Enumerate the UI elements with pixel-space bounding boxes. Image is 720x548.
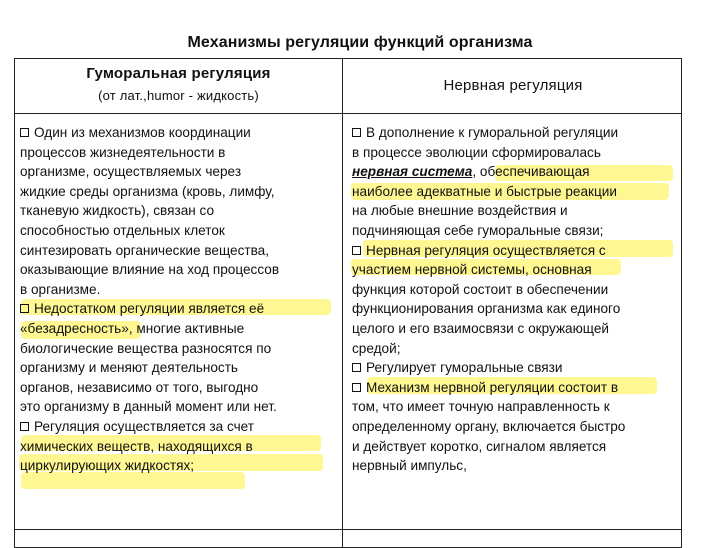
comparison-table [14, 58, 682, 548]
text-line: в организме. [20, 281, 101, 297]
text-line: это организму в данный момент или нет. [20, 399, 277, 415]
text-line: функция которой состоит в обеспечении [352, 281, 609, 297]
text-line: нервная система, обеспечивающая [352, 164, 590, 180]
text-line: биологические вещества разносятся по [20, 340, 272, 356]
text-line: Нервная регуляция осуществляется с [352, 241, 678, 261]
text-line: нервный импульс, [352, 458, 467, 474]
page-title: Механизмы регуляции функций организма [187, 34, 533, 51]
text-line: организме, осуществляемых через [20, 164, 242, 180]
checkbox-bullet-icon [352, 383, 361, 392]
text-line: средой; [352, 340, 401, 356]
text-line: на любые внешние воздействия и [352, 203, 568, 219]
text-line: химических веществ, находящихся в [20, 438, 253, 454]
text-line: целого и его взаимосвязи с окружающей [352, 320, 609, 336]
row-divider [15, 529, 681, 530]
text-line: Механизм нервной регуляции состоит в [352, 378, 678, 398]
text-line: участием нервной системы, основная [352, 262, 592, 278]
text-line: Недостатком регуляции является её [20, 299, 340, 319]
text-line: и действует коротко, сигналом является [352, 438, 607, 454]
text-line: Регуляция осуществляется за счет [20, 417, 340, 437]
text-line: том, что имеет точную направленность к [352, 399, 610, 415]
text-line: процессов жизнедеятельности в [20, 144, 226, 160]
header-divider [15, 113, 681, 114]
nervous-heading: Нервная регуляция [443, 77, 583, 94]
checkbox-bullet-icon [352, 363, 361, 372]
text-line: органов, независимо от того, выгодно [20, 379, 259, 395]
emphasized-term: нервная система [352, 164, 473, 180]
text-line: определенному органу, включается быстро [352, 418, 626, 434]
text-line: Регулирует гуморальные связи [352, 358, 678, 378]
text-line: организму и меняют деятельность [20, 360, 239, 376]
text-line: В дополнение к гуморальной регуляции [352, 123, 678, 143]
checkbox-bullet-icon [20, 128, 29, 137]
text-line: в процессе эволюции сформировалась [352, 144, 601, 160]
humoral-subheading: (от лат.,humor - жидкость) [98, 88, 259, 103]
text-line: «безадресность», многие активные [20, 320, 245, 336]
column-divider [342, 59, 343, 547]
text-line: жидкие среды организма (кровь, лимфу, [20, 183, 275, 199]
text-line: способностью отдельных клеток [20, 222, 225, 238]
humoral-header [15, 65, 342, 103]
text-line: оказывающие влияние на ход процессов [20, 262, 280, 278]
text-line: тканевую жидкость), связан со [20, 203, 215, 219]
text-line: функционирования организма как единого [352, 301, 621, 317]
text-line: циркулирующих жидкостях; [20, 458, 195, 474]
humoral-heading: Гуморальная регуляция [86, 65, 271, 82]
text-line: наиболее адекватные и быстрые реакции [352, 183, 617, 199]
checkbox-bullet-icon [352, 128, 361, 137]
checkbox-bullet-icon [352, 246, 361, 255]
nervous-text [352, 123, 678, 476]
checkbox-bullet-icon [20, 422, 29, 431]
humoral-text [20, 123, 340, 476]
checkbox-bullet-icon [20, 304, 29, 313]
text-line: синтезировать органические вещества, [20, 242, 270, 258]
text-line: подчиняющая себе гуморальные связи; [352, 222, 604, 238]
text-line: Один из механизмов координации [20, 123, 340, 143]
